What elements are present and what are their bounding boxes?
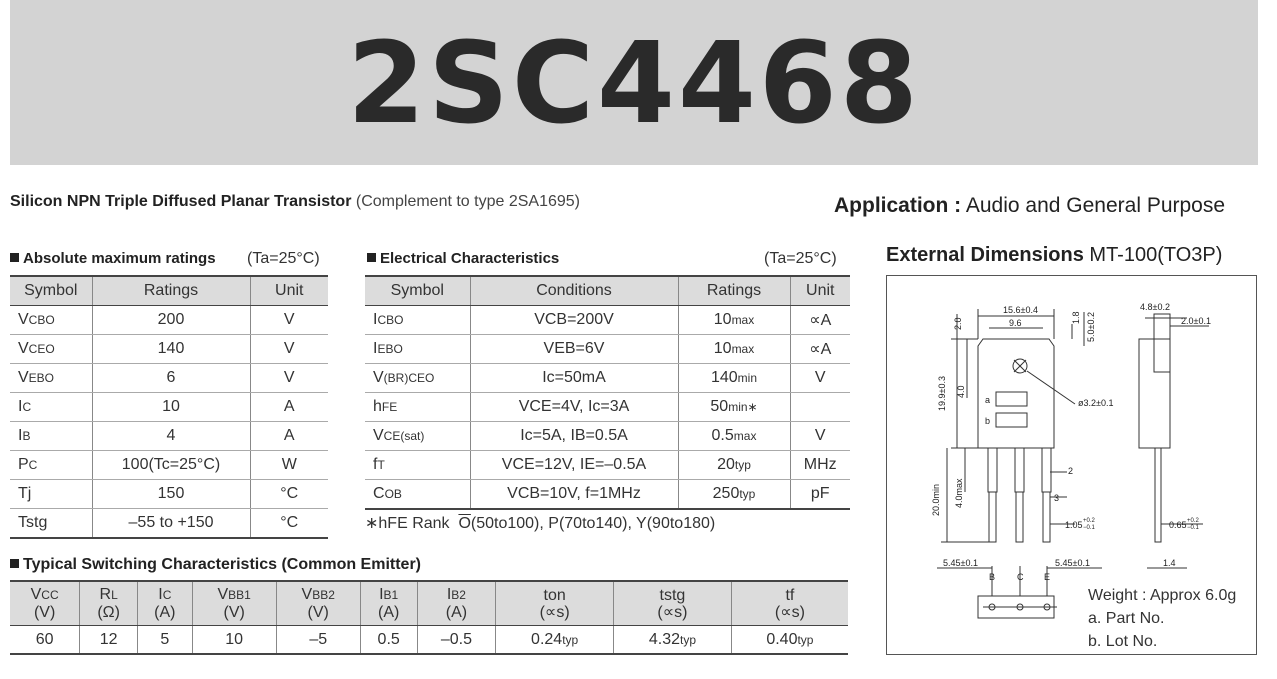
dim-pitch-left: 5.45±0.1 (943, 558, 978, 568)
header-unit: (V) (307, 604, 329, 621)
condition-cell: VEB=6V (470, 335, 678, 364)
column-header (614, 581, 732, 626)
square-bullet-icon (10, 253, 19, 262)
symbol-sub: B2 (451, 588, 466, 602)
header-symbol (614, 587, 731, 604)
svg-text:+0.2: +0.2 (1083, 518, 1095, 524)
table-row (365, 393, 850, 422)
title-banner (10, 0, 1258, 165)
value-main: 5 (160, 630, 170, 648)
unit-cell: W (250, 451, 328, 480)
table-row (365, 335, 850, 364)
rating-cell: 6 (92, 364, 250, 393)
column-header (731, 581, 848, 626)
hfe-rank-rest: P(70to140), Y(90to180) (548, 515, 716, 532)
column-header (10, 581, 80, 626)
value-main: –5 (309, 630, 328, 648)
symbol-main: ton (543, 586, 566, 604)
symbol-sub: BB2 (312, 588, 335, 602)
symbol-sub: C (162, 588, 172, 602)
condition-cell: Ic=5A, IB=0.5A (470, 422, 678, 451)
hfe-rank-label: ∗hFE Rank (365, 515, 450, 532)
value-qualifier: typ (797, 632, 814, 647)
abs-max-condition: (Ta=25°C) (247, 250, 320, 267)
symbol-sub: BB1 (228, 588, 251, 602)
column-header: Conditions (470, 276, 678, 306)
rating-value: 140 (710, 369, 738, 386)
symbol-sub: CC (41, 588, 59, 602)
elec-condition: (Ta=25°C) (764, 250, 837, 267)
application-label: Application : (834, 194, 962, 217)
pin-b: B (989, 572, 996, 582)
rating-cell: 140 (92, 335, 250, 364)
value-cell (496, 626, 614, 655)
column-header (496, 581, 614, 626)
subtitle (10, 193, 580, 211)
table-row (10, 451, 328, 480)
value-cell (731, 626, 848, 655)
condition-cell: VCB=10V, f=1MHz (470, 480, 678, 510)
table-row (10, 306, 328, 335)
symbol-cell (365, 422, 470, 451)
column-header: Ratings (92, 276, 250, 306)
unit-cell: ∝A (790, 335, 850, 364)
header-symbol (10, 586, 79, 604)
symbol-cell (365, 451, 470, 480)
header-unit: (A) (154, 604, 176, 621)
unit-cell: V (790, 364, 850, 393)
symbol-sub: FE (381, 400, 398, 414)
value-cell (10, 626, 80, 655)
symbol-cell (10, 335, 92, 364)
symbol-cell (10, 306, 92, 335)
dim-body-height: 19.9±0.3 (937, 376, 947, 411)
symbol-cell (365, 480, 470, 510)
rating-value: 50 (710, 398, 729, 415)
symbol-cell (365, 306, 470, 335)
symbol-cell (10, 393, 92, 422)
dim-inner: 9.6 (1009, 318, 1022, 328)
dim-lead-length: 20.0min (931, 483, 941, 516)
value-main: 12 (99, 630, 118, 648)
value-main: 4.32 (648, 630, 680, 648)
symbol-main: tf (785, 586, 795, 604)
header-unit: (Ω) (97, 604, 120, 621)
table-row (365, 451, 850, 480)
label-a: a (985, 395, 991, 405)
unit-cell: °C (250, 480, 328, 509)
symbol-sub: EBO (377, 342, 403, 356)
dim-top-height: 2.0 (953, 317, 963, 330)
value-cell (138, 626, 193, 655)
column-header: Unit (790, 276, 850, 306)
symbol-sub: T (377, 458, 385, 472)
dim-width: 15.6±0.4 (1003, 305, 1038, 315)
header-symbol (277, 586, 360, 604)
symbol-sub: (BR)CEO (383, 371, 435, 385)
symbol-main: I (373, 311, 378, 328)
symbol-cell (10, 422, 92, 451)
hfe-rank-o-range: (50to100), (470, 515, 544, 532)
application (834, 194, 1225, 218)
symbol-sub: EBO (28, 371, 55, 385)
column-header: Symbol (10, 276, 92, 306)
header-symbol (732, 587, 848, 604)
rating-cell (678, 306, 790, 335)
unit-cell: A (250, 393, 328, 422)
symbol-main: I (18, 398, 23, 415)
table-row (10, 364, 328, 393)
table-row (10, 422, 328, 451)
unit-cell: ∝A (790, 306, 850, 335)
part-number: 2SC4468 (347, 19, 921, 149)
rating-cell (678, 480, 790, 510)
rating-cell (678, 422, 790, 451)
pin-c: C (1017, 572, 1024, 582)
header-unit: (A) (378, 604, 400, 621)
symbol-main: Tj (18, 485, 32, 502)
rating-cell (678, 393, 790, 422)
value-cell (192, 626, 276, 655)
symbol-main: V (18, 369, 29, 386)
header-unit: (V) (223, 604, 245, 621)
symbol-main: I (373, 340, 378, 357)
value-cell (614, 626, 732, 655)
condition-cell: VCE=12V, IE=–0.5A (470, 451, 678, 480)
table-row (365, 306, 850, 335)
column-header (417, 581, 496, 626)
table-row (10, 480, 328, 509)
symbol-main: V (373, 427, 384, 444)
note-lot-no: b. Lot No. (1088, 633, 1158, 650)
unit-cell: V (250, 306, 328, 335)
condition-cell: Ic=50mA (470, 364, 678, 393)
value-cell (80, 626, 138, 655)
symbol-main: V (18, 311, 29, 328)
application-value: Audio and General Purpose (965, 194, 1226, 217)
dim-side-lead-width: 1.4 (1163, 558, 1176, 568)
column-header (138, 581, 193, 626)
symbol-sub: C (22, 400, 32, 414)
value-main: –0.5 (440, 630, 472, 648)
symbol-main: V (217, 586, 229, 603)
dim-lead-width: 2 (1068, 466, 1074, 476)
rating-cell: 150 (92, 480, 250, 509)
unit-cell (790, 393, 850, 422)
symbol-sub: CBO (377, 313, 404, 327)
symbol-main: P (18, 456, 29, 473)
rating-cell (678, 335, 790, 364)
value-main: 0.24 (531, 630, 563, 648)
value-cell (276, 626, 360, 655)
unit-cell: °C (250, 509, 328, 539)
header-unit: (A) (445, 604, 468, 621)
symbol-cell (365, 393, 470, 422)
rating-qualifier: max (731, 342, 755, 356)
svg-text:−0.1: −0.1 (1083, 525, 1095, 531)
symbol-main: V (18, 340, 29, 357)
column-header: Unit (250, 276, 328, 306)
rating-cell: –55 to +150 (92, 509, 250, 539)
weight-note: Weight : Approx 6.0g (1088, 587, 1237, 604)
symbol-sub: OB (384, 487, 402, 501)
symbol-main: V (301, 586, 313, 603)
dim-side-thickness: 2.0±0.1 (1181, 316, 1211, 326)
table-row (10, 626, 848, 655)
rating-qualifier: min (737, 371, 758, 385)
value-cell (417, 626, 496, 655)
dim-hole-pos: 4.0 (956, 385, 966, 398)
label-b: b (985, 416, 991, 426)
rating-value: 10 (713, 311, 732, 328)
symbol-sub: CE(sat) (383, 429, 425, 443)
elec-title: Electrical Characteristics (367, 250, 559, 267)
dim-lead-step: 3 (1054, 493, 1060, 503)
symbol-main: I (18, 427, 23, 444)
header-symbol (138, 586, 192, 604)
header-symbol (80, 586, 137, 604)
abs-max-table (10, 275, 328, 539)
value-main: 10 (225, 630, 244, 648)
column-header: Ratings (678, 276, 790, 306)
rating-cell (678, 451, 790, 480)
rating-cell: 10 (92, 393, 250, 422)
column-header: Symbol (365, 276, 470, 306)
symbol-sub: L (111, 588, 118, 602)
symbol-main: V (373, 369, 384, 386)
rating-value: 0.5 (711, 427, 734, 444)
value-main: 0.40 (766, 630, 798, 648)
condition-cell: VCB=200V (470, 306, 678, 335)
unit-cell: V (250, 364, 328, 393)
value-main: 0.5 (377, 630, 400, 648)
symbol-main: f (373, 456, 378, 473)
column-header (80, 581, 138, 626)
unit-cell: A (250, 422, 328, 451)
abs-max-title: Absolute maximum ratings (10, 250, 216, 267)
column-header (360, 581, 417, 626)
symbol-sub: CBO (28, 313, 55, 327)
elec-table (365, 275, 850, 510)
header-symbol (193, 586, 276, 604)
symbol-main: I (379, 586, 384, 603)
table-row (365, 480, 850, 510)
rating-cell: 200 (92, 306, 250, 335)
unit-cell: MHz (790, 451, 850, 480)
rating-qualifier: typ (739, 487, 756, 501)
symbol-cell (10, 480, 92, 509)
symbol-cell (10, 364, 92, 393)
device-description: Silicon NPN Triple Diffused Planar Transistor (10, 193, 352, 210)
symbol-main: V (30, 586, 42, 603)
rating-cell: 100(Tc=25°C) (92, 451, 250, 480)
table-row (10, 509, 328, 539)
switching-title: Typical Switching Characteristics (Common Emitter) (10, 556, 421, 574)
symbol-main: C (373, 485, 385, 502)
column-header (276, 581, 360, 626)
header-unit: (∝s) (539, 603, 570, 621)
symbol-main: I (158, 586, 163, 603)
header-unit: (V) (33, 604, 56, 621)
unit-cell: pF (790, 480, 850, 510)
symbol-sub: B (22, 429, 31, 443)
external-dimensions-title: External Dimensions MT-100(TO3P) (886, 244, 1223, 266)
rating-cell: 4 (92, 422, 250, 451)
unit-cell: V (790, 422, 850, 451)
symbol-main: I (446, 586, 452, 603)
rating-value: 20 (717, 456, 735, 473)
header-symbol (418, 586, 496, 604)
symbol-main: h (373, 398, 382, 415)
table-row (365, 422, 850, 451)
unit-cell: V (250, 335, 328, 364)
symbol-cell (10, 509, 92, 539)
dim-hole: ø3.2±0.1 (1078, 398, 1114, 408)
package-notes (1088, 584, 1236, 653)
table-row (10, 393, 328, 422)
symbol-main: Tstg (18, 514, 48, 531)
rating-value: 250 (712, 485, 740, 502)
square-bullet-icon (367, 253, 376, 262)
symbol-cell (365, 335, 470, 364)
value-qualifier: typ (679, 632, 696, 647)
rating-qualifier: min∗ (728, 400, 758, 414)
column-header (192, 581, 276, 626)
rating-qualifier: typ (734, 458, 751, 472)
dim-side-width: 4.8±0.2 (1140, 302, 1170, 312)
symbol-main: tstg (659, 586, 686, 604)
rating-value: 10 (713, 340, 732, 357)
header-unit: (∝s) (774, 603, 805, 621)
header-symbol (361, 586, 417, 604)
symbol-main: R (99, 586, 112, 603)
svg-text:−0.1: −0.1 (1187, 525, 1199, 531)
switching-table (10, 580, 848, 655)
symbol-sub: CEO (28, 342, 55, 356)
value-main: 60 (35, 630, 54, 648)
symbol-sub: B1 (383, 588, 399, 602)
rating-qualifier: max (733, 429, 757, 443)
table-row (365, 364, 850, 393)
value-qualifier: typ (562, 632, 579, 647)
dim-tab-height: 5.0±0.2 (1086, 312, 1096, 342)
dim-tab: 1.8 (1071, 311, 1081, 324)
svg-text:+0.2: +0.2 (1187, 518, 1199, 524)
header-symbol (496, 587, 613, 604)
rating-cell (678, 364, 790, 393)
condition-cell: VCE=4V, Ic=3A (470, 393, 678, 422)
square-bullet-icon (10, 559, 19, 568)
dim-side-lead: 0.65 (1169, 520, 1187, 530)
dim-pitch-right: 5.45±0.1 (1055, 558, 1090, 568)
note-part-no: a. Part No. (1088, 610, 1165, 627)
complement-note: (Complement to type 2SA1695) (355, 193, 580, 210)
header-unit: (∝s) (657, 603, 688, 621)
value-cell (360, 626, 417, 655)
pin-e: E (1044, 572, 1051, 582)
symbol-cell (10, 451, 92, 480)
symbol-cell (365, 364, 470, 393)
hfe-rank-o: $\overline{O}$ (458, 515, 471, 532)
symbol-sub: C (28, 458, 38, 472)
dim-lead-max: 4.0max (954, 478, 964, 508)
rating-qualifier: max (731, 313, 755, 327)
table-row (10, 335, 328, 364)
package-name: MT-100(TO3P) (1089, 244, 1223, 266)
dim-lead-thickness: 1.05 (1065, 520, 1083, 530)
hfe-rank (365, 513, 715, 533)
